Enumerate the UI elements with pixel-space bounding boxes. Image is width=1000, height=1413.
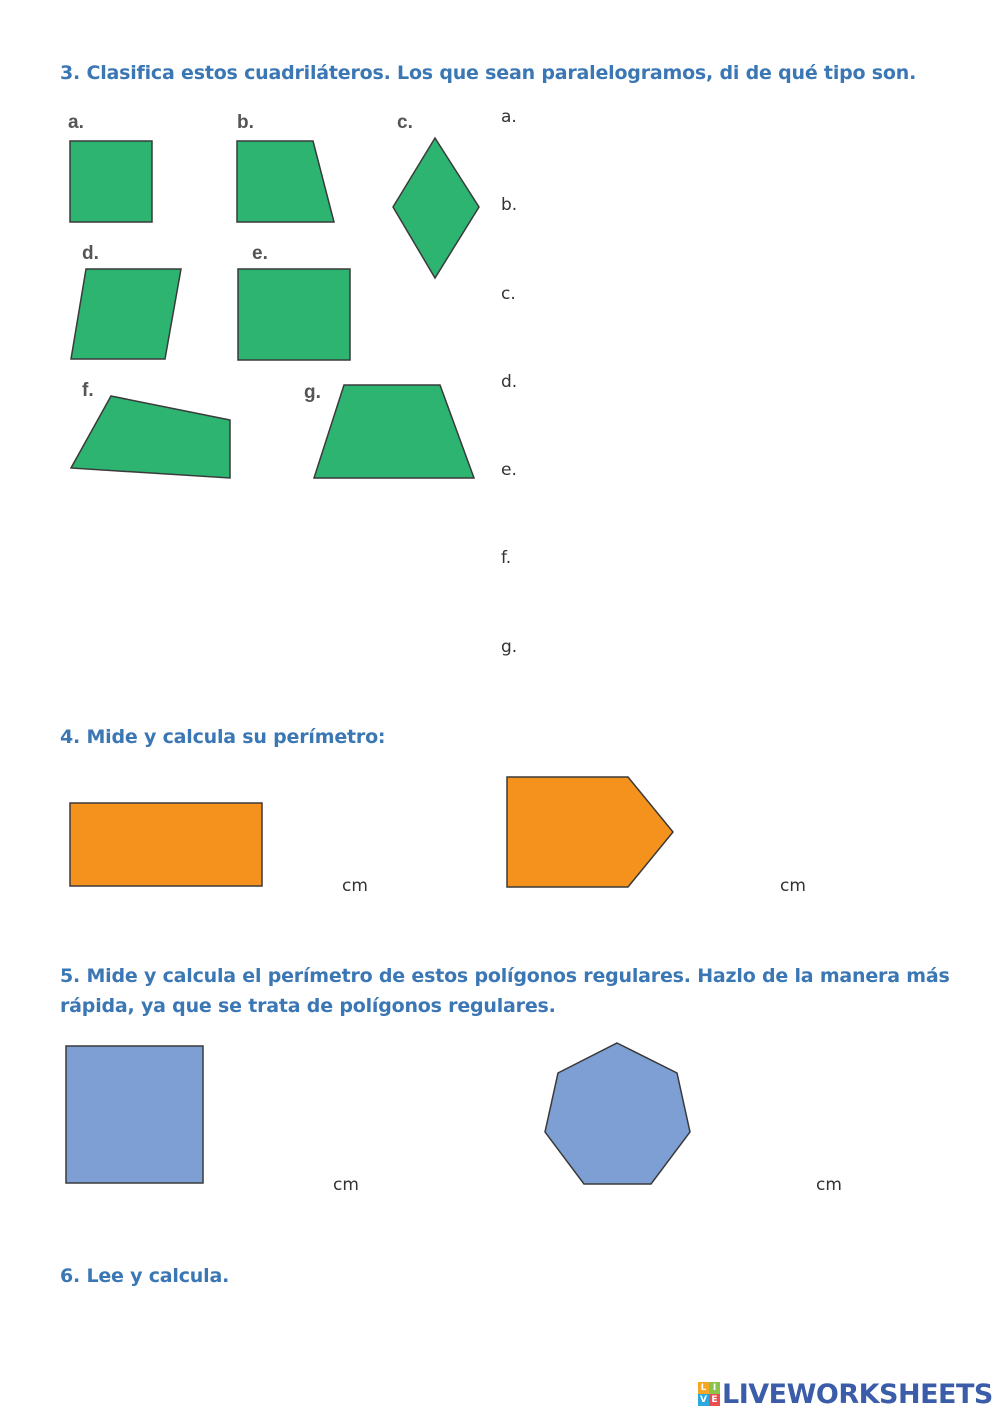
shape-g-trapezoid <box>314 385 474 478</box>
answer-field-c[interactable] <box>520 281 900 307</box>
question-4-title: 4. Mide y calcula su perímetro: <box>60 726 386 748</box>
question-3-title: 3. Clasifica estos cuadriláteros. Los que sean paralelogramos, di de qué tipo son. <box>60 62 917 84</box>
perimeter-input-square[interactable] <box>270 1172 330 1198</box>
shape-label-a: a. <box>68 112 84 133</box>
unit-cm-square: cm <box>333 1175 359 1195</box>
logo-text: LIVEWORKSHEETS <box>722 1378 993 1410</box>
perimeter-input-pentagon[interactable] <box>714 873 776 899</box>
unit-cm-rectangle: cm <box>342 876 368 896</box>
answer-field-e[interactable] <box>520 457 900 483</box>
answer-field-g[interactable] <box>520 634 900 660</box>
shape-label-g: g. <box>304 382 321 403</box>
perimeter-input-heptagon[interactable] <box>750 1172 812 1198</box>
liveworksheets-logo <box>698 1377 993 1411</box>
question-6-title: 6. Lee y calcula. <box>60 1265 230 1287</box>
unit-cm-pentagon: cm <box>780 876 806 896</box>
question-5-title-line2: rápida, ya que se trata de polígonos regulares. <box>60 995 556 1017</box>
shape-b-trapezoid <box>237 141 334 222</box>
answer-label-f: f. <box>501 548 512 568</box>
shape-a-square <box>70 141 152 222</box>
answer-label-b: b. <box>501 195 518 215</box>
answer-field-a[interactable] <box>520 104 900 130</box>
blue-square <box>66 1046 203 1183</box>
shape-label-c: c. <box>397 112 413 133</box>
shape-label-b: b. <box>237 112 254 133</box>
answer-field-d[interactable] <box>520 369 900 395</box>
shape-d-rhomboid <box>71 269 181 359</box>
shape-label-e: e. <box>252 243 268 264</box>
perimeter-input-rectangle[interactable] <box>280 873 338 899</box>
shape-e-rectangle <box>238 269 350 360</box>
orange-rectangle <box>70 803 262 886</box>
answer-field-f[interactable] <box>520 545 900 571</box>
shape-c-rhombus <box>393 138 479 278</box>
unit-cm-heptagon: cm <box>816 1175 842 1195</box>
answer-label-a: a. <box>501 107 517 127</box>
answer-label-d: d. <box>501 372 518 392</box>
shape-label-f: f. <box>82 380 94 401</box>
question-5-title-line1: 5. Mide y calcula el perímetro de estos polígonos regulares. Hazlo de la manera más <box>60 965 950 987</box>
answer-label-g: g. <box>501 637 518 657</box>
shape-label-d: d. <box>82 243 99 264</box>
answer-label-e: e. <box>501 460 517 480</box>
orange-pentagon <box>507 777 673 887</box>
shape-f-trapezoid <box>71 396 230 478</box>
liveworksheets-logo-icon: L I V E <box>698 1382 720 1406</box>
answer-field-b[interactable] <box>520 192 900 218</box>
answer-label-c: c. <box>501 284 516 304</box>
blue-heptagon <box>545 1043 690 1184</box>
